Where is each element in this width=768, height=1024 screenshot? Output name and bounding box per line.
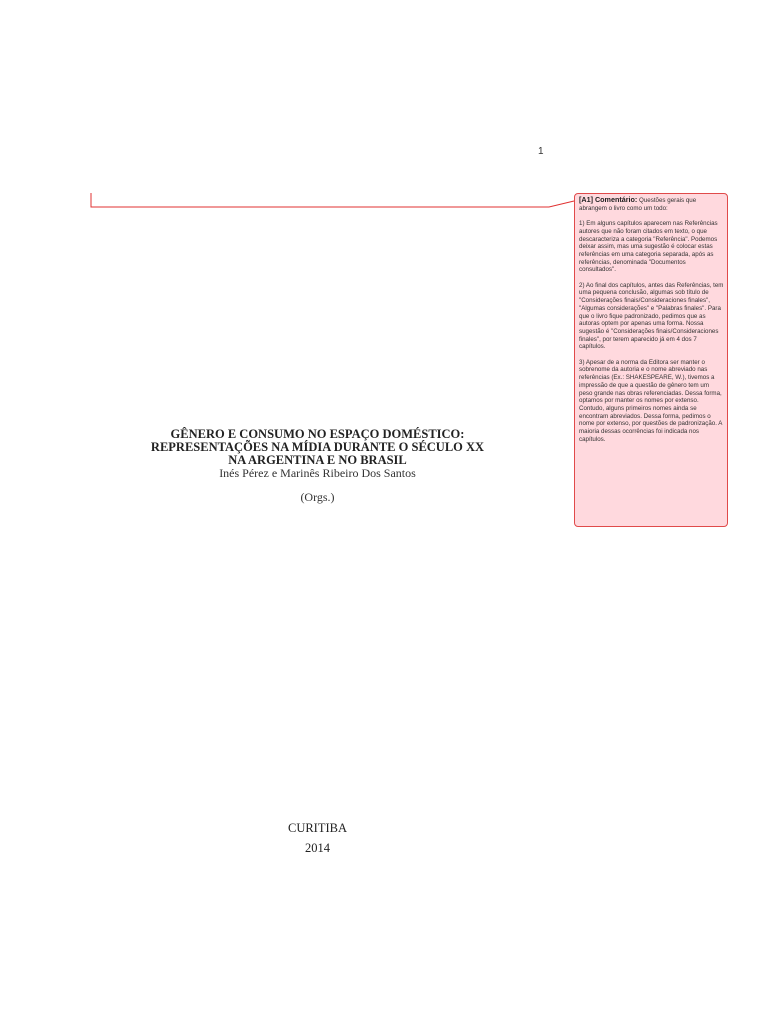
comment-paragraph-1: 1) Em alguns capítulos aparecem nas Referências autores que não foram citados em texto, o que descaracteriza a categoria "Referência". Podemos deixar assim, mas uma sugestão é colocar estas referências em uma categoria separada, após as referências, denominada "Documentos consultados". — [579, 220, 718, 274]
imprint-year: 2014 — [305, 841, 330, 855]
comment-paragraph-3: 3) Apesar de a norma da Editora ser manter o sobrenome da autoria e o nome abreviado nas referências (Ex.: SHAKESPEARE, W.), tivemos a impressão de que a questão de gênero tem um peso grande nas obras referenciadas. Dessa forma, optamos por manter os nomes por extenso. Contudo, alguns primeiros nomes ainda se encontram abreviados. Dessa forma, pedimos o nome por extenso, por questões de padronização. A maioria dessas ocorrências foi indicada nos capítulos. — [579, 358, 723, 443]
comment-intro: Questões gerais que abrangem o livro como um todo: — [579, 197, 697, 212]
document-authors: Inés Pérez e Marinês Ribeiro Dos Santos — [219, 466, 416, 480]
document-title-line-3: NA ARGENTINA E NO BRASIL — [228, 453, 407, 467]
comment-paragraph-2: 2) Ao final dos capítulos, antes das Referências, tem uma pequena conclusão, algumas sob título de "Considerações finais/Consideraciones finales", "Algumas considerações" e "Palabras finales". Para que o livro fique padronizado, pedimos que as autoras optem por apenas uma forma. Nossa sugestão é "Considerações finais/Consideraciones finales", por terem aparecido já em 4 dos 7 capítulos. — [579, 281, 724, 351]
imprint-block — [240, 818, 395, 858]
imprint-city: CURITIBA — [287, 821, 348, 835]
page-number: 1 — [538, 146, 544, 157]
title-block — [140, 428, 495, 505]
comment-label: [A1] Comentário: — [579, 195, 638, 204]
comment-balloon[interactable] — [574, 193, 728, 527]
document-title-line-1: GÊNERO E CONSUMO NO ESPAÇO DOMÉSTICO: — [170, 427, 465, 441]
document-title-line-2: REPRESENTAÇÕES NA MÍDIA DURANTE O SÉCULO XX — [150, 440, 485, 454]
document-orgs: (Orgs.) — [300, 490, 335, 504]
